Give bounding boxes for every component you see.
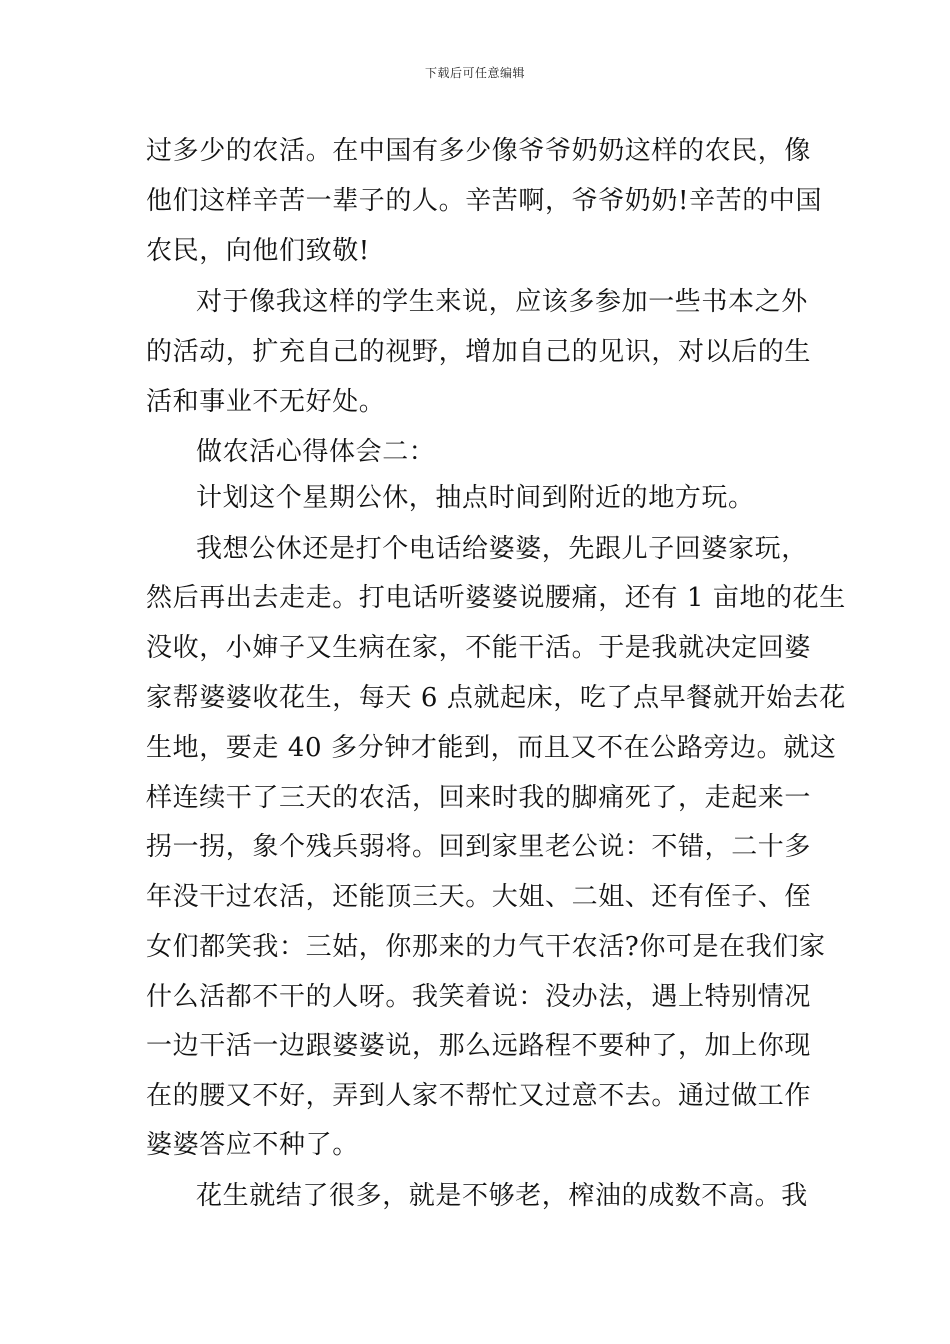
text-line: 计划这个星期公休，抽点时间到附近的地方玩。 xyxy=(196,483,755,513)
text-line: 对于像我这样的学生来说，应该多参加一些书本之外 xyxy=(196,287,808,317)
text-line: 在的腰又不好，弄到人家不帮忙又过意不去。通过做工作 xyxy=(146,1081,812,1111)
text-line: 女们都笑我：三姑，你那来的力气干农活?你可是在我们家 xyxy=(146,932,826,962)
text-line: 年没干过农活，还能顶三天。大姐、二姐、还有侄子、侄 xyxy=(146,882,812,912)
page-header-note: 下载后可任意编辑 xyxy=(424,66,525,80)
text-line: 过多少的农活。在中国有多少像爷爷奶奶这样的农民，像 xyxy=(146,136,812,166)
text-line: 一边干活一边跟婆婆说，那么远路程不要种了，加上你现 xyxy=(146,1031,812,1061)
text-line: 什么活都不干的人呀。我笑着说：没办法，遇上特别情况 xyxy=(146,982,812,1012)
text-line: 拐一拐，象个残兵弱将。回到家里老公说：不错，二十多 xyxy=(146,832,812,862)
text-line: 他们这样辛苦一辈子的人。辛苦啊，爷爷奶奶!辛苦的中国 xyxy=(146,186,823,216)
text-line: 然后再出去走走。打电话听婆婆说腰痛，还有 1 亩地的花生 xyxy=(146,583,846,613)
text-line: 我想公休还是打个电话给婆婆，先跟儿子回婆家玩， xyxy=(196,534,808,564)
text-line: 没收，小婶子又生病在家，不能干活。于是我就决定回婆 xyxy=(146,633,812,663)
text-line: 样连续干了三天的农活，回来时我的脚痛死了，走起来一 xyxy=(146,783,812,813)
text-line: 农民，向他们致敬! xyxy=(146,236,370,266)
text-line: 的活动，扩充自己的视野，增加自己的见识，对以后的生 xyxy=(146,337,812,367)
text-line: 婆婆答应不种了。 xyxy=(146,1130,359,1160)
section-heading: 做农活心得体会二： xyxy=(196,437,436,467)
text-line: 花生就结了很多，就是不够老，榨油的成数不高。我 xyxy=(196,1181,808,1211)
text-line: 家帮婆婆收花生，每天 6 点就起床，吃了点早餐就开始去花 xyxy=(146,683,846,713)
text-line: 生地，要走 40 多分钟才能到，而且又不在公路旁边。就这 xyxy=(146,733,837,763)
text-line: 活和事业不无好处。 xyxy=(146,387,386,417)
